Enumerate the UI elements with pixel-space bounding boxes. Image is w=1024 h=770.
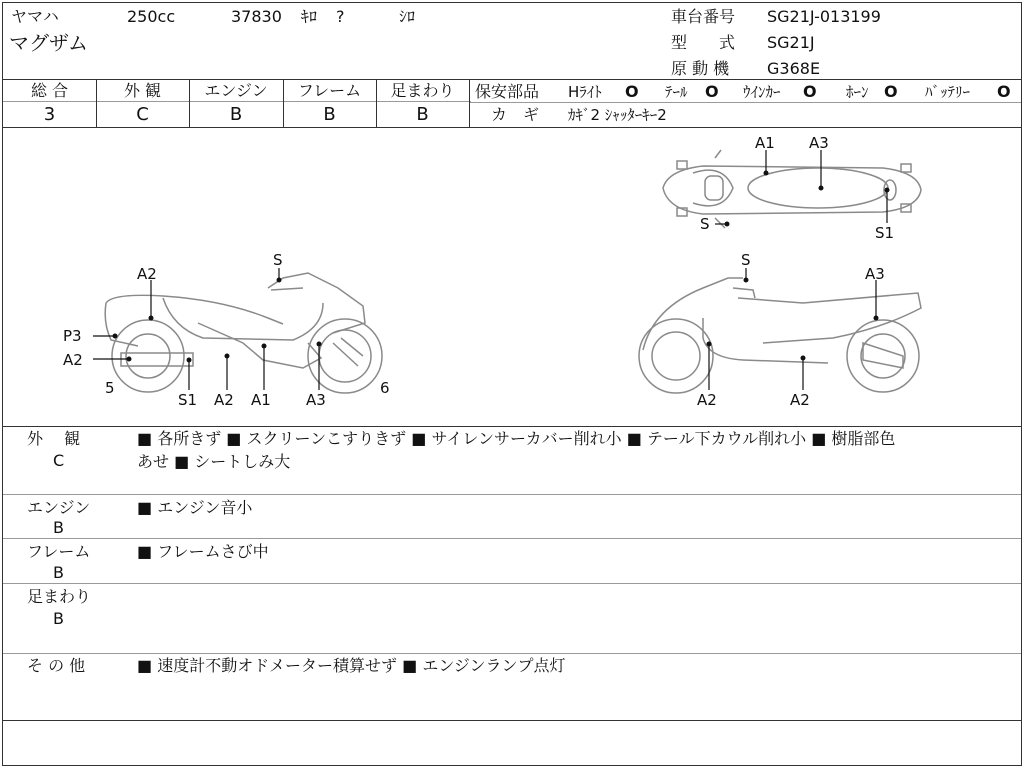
safety-headlight-mark: O [625, 82, 639, 101]
divider [3, 583, 1021, 584]
divider [3, 426, 1021, 427]
mileage-flag: ? [336, 7, 345, 26]
label-top-s: S [700, 215, 710, 233]
displacement: 250cc [127, 7, 176, 26]
label-right-a3: A3 [865, 265, 885, 283]
label-left-5: 5 [105, 379, 115, 397]
safety-parts-label: 保安部品 [475, 82, 540, 101]
remark-suspension-grade: B [53, 609, 64, 628]
remark-exterior-text: ■ 各所きず ■ スクリーンこすりきず ■ サイレンサーカバー削れ小 ■ テール下カウル削れ小 ■ 樹脂部色 [137, 429, 896, 448]
remark-suspension-title: 足まわり [27, 587, 92, 606]
divider [3, 79, 1021, 80]
label-left-a2-top: A2 [137, 265, 157, 283]
safety-headlight: Hﾗｲﾄ [568, 83, 602, 101]
safety-winker: ｳｲﾝｶｰ [743, 83, 781, 101]
remark-engine-grade: B [53, 518, 64, 537]
label-left-a2: A2 [214, 391, 234, 409]
remark-other-title: そ の 他 [27, 656, 86, 675]
divider [469, 102, 1021, 103]
label-left-a1: A1 [251, 391, 271, 409]
engine-model-label: 原 動 機 [671, 59, 730, 78]
grade-frame-label: フレーム [297, 81, 362, 100]
label-top-a1: A1 [755, 134, 775, 152]
divider [3, 653, 1021, 654]
label-left-a2-side: A2 [63, 351, 83, 369]
label-top-s1: S1 [875, 224, 895, 242]
remark-exterior-grade: C [53, 451, 65, 470]
remark-engine-title: エンジン [27, 498, 91, 517]
frame-no: SG21J-013199 [767, 7, 881, 26]
maker: ヤマハ [11, 7, 59, 26]
remark-other-text: ■ 速度計不動オドメーター積算せず ■ エンジンランプ点灯 [137, 656, 566, 675]
grade-engine-label: エンジン [204, 81, 268, 100]
divider [469, 79, 470, 127]
inspection-sheet [2, 2, 1022, 766]
divider [3, 101, 471, 102]
model-code-label: 型 式 [671, 33, 736, 52]
safety-horn: ﾎｰﾝ [846, 83, 869, 101]
safety-battery-mark: O [997, 82, 1011, 101]
frame-no-label: 車台番号 [671, 7, 736, 26]
remark-engine-text: ■ エンジン音小 [137, 498, 253, 517]
grade-exterior-label: 外 観 [123, 81, 162, 100]
label-top-a3: A3 [809, 134, 829, 152]
grade-overall-value: 3 [43, 104, 56, 125]
grade-frame-value: B [323, 104, 336, 125]
remark-exterior-title: 外 観 [27, 429, 81, 448]
safety-tail-mark: O [705, 82, 719, 101]
remark-exterior-text-2: あせ ■ シートしみ大 [137, 452, 291, 471]
grade-suspension-label: 足まわり [390, 81, 455, 100]
remark-frame-title: フレーム [27, 542, 91, 561]
label-left-p3: P3 [63, 327, 82, 345]
key-value: ｶｷﾞ2 ｼｬｯﾀｰｷｰ2 [568, 106, 667, 124]
label-right-a2-a: A2 [697, 391, 717, 409]
scooter-left-view [105, 273, 382, 393]
remark-frame-text: ■ フレームさび中 [137, 542, 269, 561]
label-left-6: 6 [380, 379, 390, 397]
damage-diagram [3, 128, 1021, 426]
remark-frame-grade: B [53, 563, 64, 582]
label-left-s: S [273, 251, 283, 269]
color: ｼﾛ [399, 7, 416, 26]
engine-model: G368E [767, 59, 821, 78]
safety-winker-mark: O [803, 82, 817, 101]
divider [3, 494, 1021, 495]
model-name: マグザム [9, 31, 88, 55]
grade-engine-value: B [229, 104, 243, 125]
label-right-s: S [741, 251, 751, 269]
mileage-unit: ｷﾛ [301, 7, 318, 26]
divider [3, 538, 1021, 539]
safety-horn-mark: O [884, 82, 898, 101]
scooter-right-view [639, 278, 921, 393]
grade-suspension-value: B [416, 104, 429, 125]
safety-tail: ﾃｰﾙ [665, 83, 688, 101]
grade-exterior-value: C [136, 104, 149, 125]
label-left-s1: S1 [178, 391, 198, 409]
label-left-a3: A3 [306, 391, 326, 409]
divider [3, 720, 1021, 721]
key-label: カ ギ [491, 105, 540, 124]
grade-overall-label: 総 合 [30, 81, 69, 100]
mileage: 37830 [231, 7, 282, 26]
safety-battery: ﾊﾞｯﾃﾘｰ [925, 83, 971, 101]
model-code: SG21J [767, 33, 815, 52]
label-right-a2-b: A2 [790, 391, 810, 409]
